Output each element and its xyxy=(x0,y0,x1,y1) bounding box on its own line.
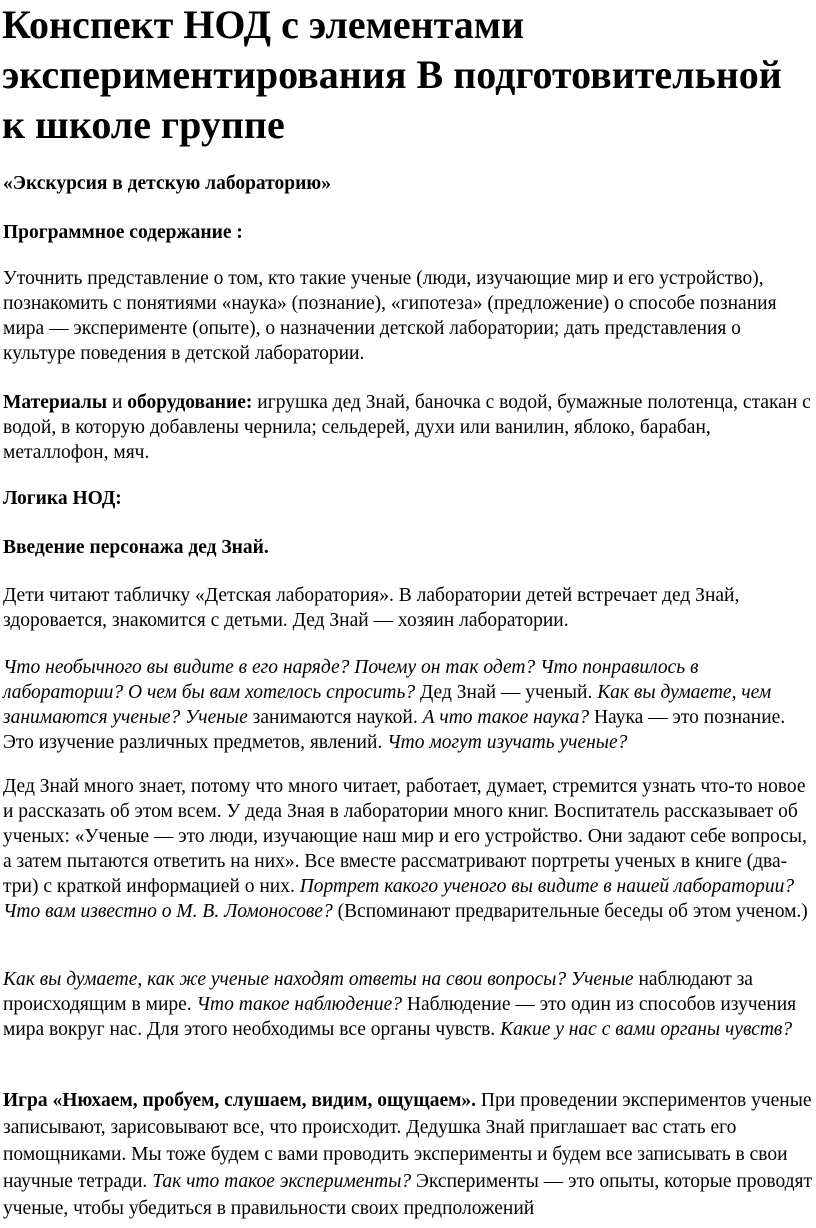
materials-label: Материалы xyxy=(3,392,108,413)
materials-conj: и xyxy=(107,392,128,413)
question-text: Какие у нас с вами органы чувств? xyxy=(500,1019,793,1040)
answer-text: Дед Знай — ученый. xyxy=(415,682,598,703)
body-text: Эксперименты — это опыты, которые проводят ученые, чтобы убедиться в правильности своих предположений xyxy=(3,1171,813,1219)
knows-paragraph xyxy=(3,774,815,924)
page-title: Конспект НОД с элементами экспериментирования В подготовительной к школе группе xyxy=(2,2,782,147)
question-text: А что такое наука? xyxy=(422,707,590,728)
logic-heading: Логика НОД: xyxy=(3,488,122,509)
question-text: Как вы думаете, как же ученые находят ответы на свои вопросы? Ученые xyxy=(3,969,634,990)
question-text: Что могут изучать ученые? xyxy=(387,732,628,753)
question-text: Так что такое эксперименты? xyxy=(152,1171,412,1192)
questions-paragraph xyxy=(3,655,815,755)
body-text: (Вспоминают предварительные беседы об этом ученом.) xyxy=(332,901,808,922)
answer-text: Наука — это познание. Это изучение различных предметов, явлений. xyxy=(3,707,786,753)
observe-paragraph xyxy=(3,967,815,1042)
materials-paragraph xyxy=(3,390,815,465)
program-paragraph: Уточнить представление о том, кто такие ученые (люди, изучающие мир и его устройство), познакомить с понятиями «наука» (познание), «гипотеза» (предложение) о способе познания мира — эксперименте (опыте), о назначении детской лаборатории; дать представления о культуре поведения в детской лаборатории. xyxy=(3,268,777,364)
game-title: Игра «Нюхаем, пробуем, слушаем, видим, ощущаем». xyxy=(3,1090,477,1111)
question-text: Что такое наблюдение? xyxy=(196,994,403,1015)
game-paragraph xyxy=(3,1087,815,1222)
intro-paragraph: Дети читают табличку «Детская лаборатория». В лаборатории детей встречает дед Знай, здоровается, знакомится с детьми. Дед Знай — хозяин лаборатории. xyxy=(3,585,740,631)
answer-text: Наблюдение — это один из способов изучения мира вокруг нас. Для этого необходимы все органы чувств. xyxy=(3,994,797,1040)
materials-text: игрушка дед Знай, баночка с водой, бумажные полотенца, стакан с водой, в которую добавлены чернила; сельдерей, духи или ванилин, яблоко, барабан, металлофон, мяч. xyxy=(3,392,811,463)
answer-text: занимаются наукой. xyxy=(247,707,423,728)
question-text: Как вы думаете, чем занимаются ученые? Ученые xyxy=(3,682,772,728)
lesson-subtitle: «Экскурсия в детскую лабораторию» xyxy=(3,173,331,194)
question-text: Что необычного вы видите в его наряде? Почему он так одет? Что понравилось в лаборатории? О чем бы вам хотелось спросить? xyxy=(3,657,699,703)
equipment-label: оборудование: xyxy=(127,392,253,413)
answer-text: наблюдают за происходящим в мире. xyxy=(3,969,753,1015)
program-heading: Программное содержание : xyxy=(3,222,243,243)
intro-heading: Введение персонажа дед Знай. xyxy=(3,537,269,558)
body-text: При проведении экспериментов ученые записывают, зарисовывают все, что происходит. Дедушка Знай приглашает вас стать его помощниками. Мы тоже будем с вами проводить эксперименты и будем все записывать в свои научные тетради. xyxy=(3,1090,812,1192)
question-text: Портрет какого ученого вы видите в нашей лаборатории? Что вам известно о М. В. Ломоносове? xyxy=(3,876,795,922)
body-text: Дед Знай много знает, потому что много читает, работает, думает, стремится узнать что-то новое и рассказать об этом всем. У деда Зная в лаборатории много книг. Воспитатель рассказывает об ученых: «Ученые — это люди, изучающие наш мир и его устройство. Они задают себе вопросы, а затем пытаются ответить на них». Все вместе рассматривают портреты ученых в книге (два-три) с краткой информацией о них. xyxy=(3,776,807,897)
